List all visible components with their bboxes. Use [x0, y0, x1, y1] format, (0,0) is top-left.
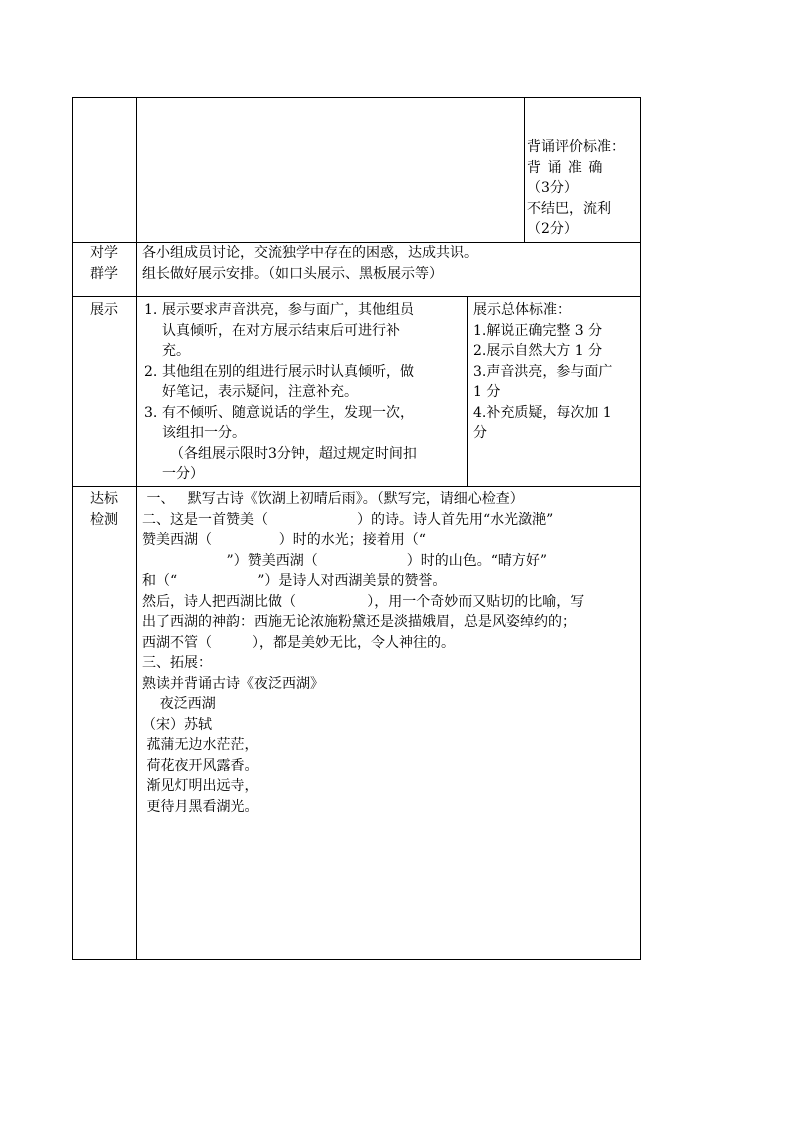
criteria-line: 2.展示自然大方 1 分 [473, 343, 603, 359]
list-item-number: 3. [144, 404, 158, 421]
row2-label-line-1: 对学 [90, 245, 118, 261]
poem-line: 菰蒲无边水茫茫， [142, 737, 259, 753]
poem-title: 夜泛西湖 [142, 696, 216, 712]
list-item-line: 充。 [162, 343, 190, 359]
task-two-line-1: 二、这是一首赞美（ ）的诗。诗人首先用“水光潋滟” [142, 511, 554, 528]
row2-label [72, 243, 136, 284]
list-item-line: 其他组在别的组进行展示时认真倾听，做 [162, 363, 414, 380]
list-item-number: 1. [144, 302, 158, 318]
poem-author: （宋）苏轼 [142, 716, 212, 733]
group-arrangement-text: 组长做好展示安排。（如口头展示、黑板展示等） [142, 265, 443, 282]
poem-line: 荷花夜开风露香。 [142, 757, 259, 774]
row1-criteria-cell [527, 137, 639, 240]
poem-line: 渐见灯明出远寺， [142, 778, 259, 794]
row4-label [72, 489, 136, 530]
row2-label-line-2: 群学 [90, 265, 118, 282]
list-item [138, 300, 465, 362]
row3-label [72, 300, 136, 321]
task-two-line-7: 西湖不管（ ），都是美妙无比，令人神往的。 [142, 634, 456, 651]
group-discussion-text: 各小组成员讨论，交流独学中存在的困惑，达成共识。 [142, 245, 478, 261]
row3-requirements [138, 300, 465, 485]
row-divider-2 [72, 296, 641, 297]
table-border-bottom [72, 959, 641, 960]
list-item-line: 认真倾听，在对方展示结束后可进行补 [162, 322, 400, 339]
row3-criteria [473, 300, 638, 444]
task-three-heading: 三、拓展： [142, 655, 212, 671]
task-two-line-4: 和（“ ”）是诗人对西湖美景的赞誉。 [142, 573, 447, 589]
criteria-line: 展示总体标准： [473, 302, 571, 318]
poem-line: 更待月黑看湖光。 [142, 798, 259, 815]
row4-label-line-2: 检测 [90, 511, 118, 528]
row4-content [142, 489, 639, 817]
criteria-line: 分 [473, 425, 487, 441]
criteria-line: 3.声音洪亮，参与面广 [473, 363, 613, 380]
recite-criteria-title: 背诵评价标准： [527, 139, 625, 155]
task-three-instruction: 熟读并背诵古诗《夜泛西湖》 [142, 675, 324, 692]
list-item [138, 403, 465, 444]
list-item [138, 362, 465, 403]
presentation-requirements-list [138, 300, 465, 444]
task-two-line-5: 然后，诗人把西湖比做（ ），用一个奇妙而又贴切的比喻，写 [142, 593, 585, 610]
time-limit-note-cont: 一分） [162, 466, 204, 482]
task-two-line-3: ”）赞美西湖（ ）时的山色。“晴方好” [142, 552, 548, 569]
label-column-divider [136, 97, 137, 960]
criteria-line: 1.解说正确完整 3 分 [473, 322, 603, 339]
row1-right-divider [524, 97, 525, 243]
recite-criteria-accuracy: 背 诵 准 确 [527, 159, 604, 176]
list-item-line: 好笔记，表示疑问，注意补充。 [162, 384, 358, 400]
recite-criteria-fluency: 不结巴，流利 [527, 200, 611, 217]
time-limit-note: （各组展示限时3分钟，超过规定时间扣 [170, 445, 417, 462]
task-two-line-6: 出了西湖的神韵：西施无论浓施粉黛还是淡描娥眉，总是风姿绰约的； [142, 614, 576, 630]
criteria-line: 1 分 [473, 384, 501, 400]
criteria-line: 4.补充质疑，每次加 1 [473, 404, 612, 421]
list-item-line: 展示要求声音洪亮，参与面广，其他组员 [162, 302, 414, 318]
row4-label-line-1: 达标 [90, 491, 118, 507]
row3-label-text: 展示 [90, 302, 118, 318]
recite-criteria-accuracy-score: （3分） [527, 180, 578, 196]
table-border-right [640, 97, 641, 960]
list-item-number: 2. [144, 363, 158, 380]
lesson-plan-table [72, 97, 641, 960]
row-divider-3 [72, 486, 641, 487]
task-two-line-2: 赞美西湖（ ）时的水光；接着用（“ [142, 532, 426, 548]
task-one-dictation: 一、 默写古诗《饮湖上初晴后雨》。（默写完，请细心检查） [142, 491, 524, 507]
row3-right-divider [467, 296, 468, 487]
row2-content [142, 243, 637, 284]
recite-criteria-fluency-score: （2分） [527, 221, 578, 237]
list-item-line: 有不倾听、随意说话的学生，发现一次， [162, 404, 414, 421]
table-border-top [72, 97, 641, 98]
list-item-line: 该组扣一分。 [162, 425, 246, 441]
